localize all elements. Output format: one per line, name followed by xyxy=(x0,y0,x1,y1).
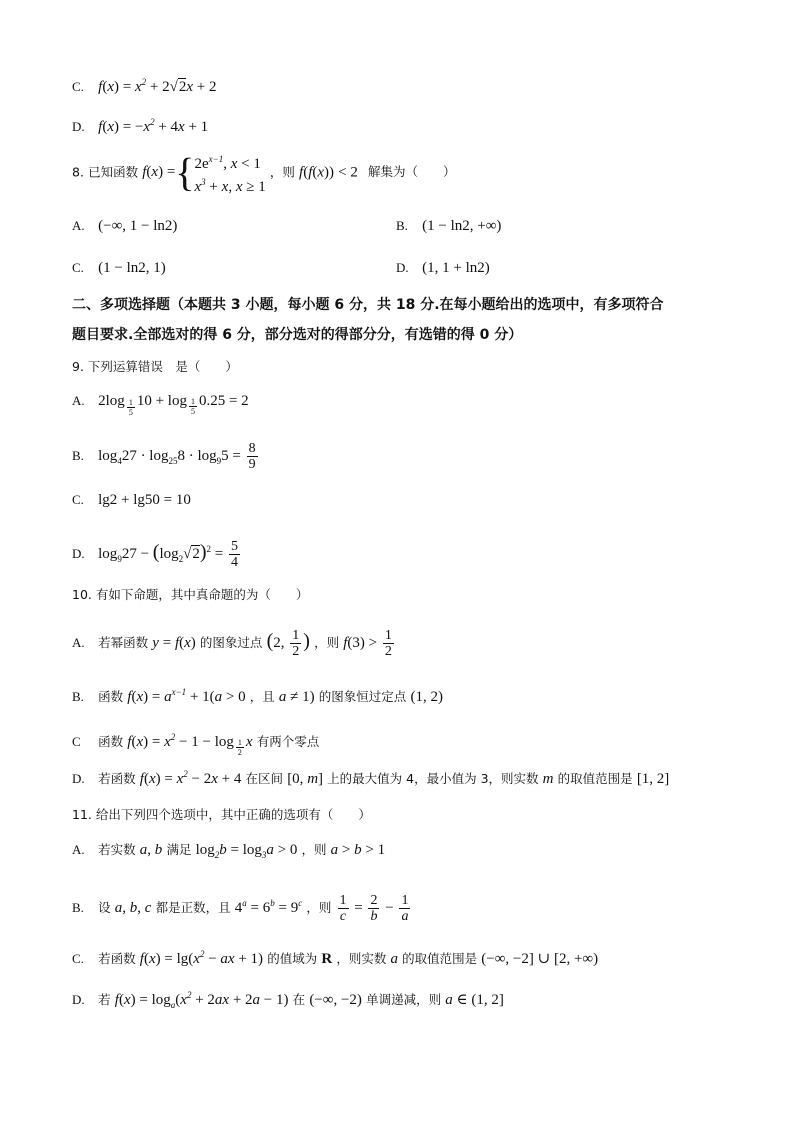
q9-stem: 9. 下列运算错误 是（ ） xyxy=(72,359,238,374)
q8-option-d: D. (1, 1 + ln2) xyxy=(396,260,490,276)
q9-option-d-formula: $\log_927 - (\log_2√2)^2$ = $\frac{5}{4}$ xyxy=(98,539,238,571)
section-heading-line1: 二、多项选择题（本题共 3 小题，每小题 6 分，共 18 分.在每小题给出的选项中，有多项符合 xyxy=(72,297,664,313)
section-heading-line2: 题目要求.全部选对的得 6 分，部分选对的得部分分，有选错的得 0 分） xyxy=(72,327,523,343)
q9-option-b-formula: $\log_427 \cdot \log_{25}8 \cdot \log_95$ = $\frac{8}{9}$ xyxy=(98,441,256,473)
q8-option-b: B. (1 − ln2, +∞) xyxy=(396,218,502,234)
q7-option-d: D. $f(x) = -x^2 + 4x + 1$ xyxy=(72,117,209,135)
q8-option-c: C. (1 − ln2, 1) xyxy=(72,260,166,276)
q9-option-a-formula: 2log $_{\frac{1}{5}}$ 10 + log $_{\frac{1}{5}}$ 0.25 = 2 xyxy=(98,393,249,417)
q9-option-b: B. $\log_427 \cdot \log_{25}8 \cdot \log_95$ = $\frac{8}{9}$ xyxy=(72,437,260,480)
q7-option-c-formula: $f(x) = x^2 + 2√2x + 2$ xyxy=(98,77,217,95)
q8-function-def: $f(x) =\{2e^{x-1}$, x < 1 $x^3 + x$, x ≥ 1 xyxy=(142,150,266,195)
q8-stem: 8. 已知函数 $f(x) =\{2e^{x-1}$, x < 1 $x^3 + x$, x ≥ 1 ，则 f(f(x)) < 2 解集为（ ） xyxy=(72,150,456,195)
q10-option-d: D. 若函数 $f(x) = x^2 - 2x + 4$ 在区间 [0, m] 上的最大值为 4，最小值为 3，则实数 m 的取值范围是 [1, 2] xyxy=(72,769,670,787)
q10-option-a: A. 若幂函数 y = f(x) 的图象过点 (2, $\frac{1}{2}$ ) ，则 f(3) > $\frac{1}{2}$ xyxy=(72,628,392,660)
q11-stem: 11. 给出下列四个选项中，其中正确的选项有（ ） xyxy=(72,807,371,822)
q11-option-a: A. 若实数 a, b 满足 $\log_2b = \log_3a > 0$ ，则 a > b > 1 xyxy=(72,842,386,860)
q10-stem: 10. 有如下命题，其中真命题的为（ ） xyxy=(72,587,309,602)
q9-option-a: A. 2log $_{\frac{1}{5}}$ 10 + log $_{\frac{1}{5}}$ 0.25 = 2 xyxy=(72,393,249,417)
q10-option-c: C 函数 $f(x) = x^2 - 1 - \log$ $_{\frac{1}{2}}$ x 有两个零点 xyxy=(72,732,320,758)
q7-option-d-formula: $f(x) = -x^2 + 4x + 1$ xyxy=(98,117,209,135)
q8-composite: f(f(x)) xyxy=(299,164,335,181)
q8-option-a: A. (−∞, 1 − ln2) xyxy=(72,218,178,234)
q7-option-c: C. $f(x) = x^2 + 2√2x + 2$ xyxy=(72,77,217,95)
q11-option-b: B. 设 a, b, c 都是正数，且 $4^a = 6^b = 9^c$ ，则 $\frac{1}{c}$ = $\frac{2}{b}$ − $\frac{1}{a}$ xyxy=(72,893,409,925)
q11-option-c: C. 若函数 $f(x) = \lg(x^2$ − ax + 1) 的值域为 R ，则实数 a 的取值范围是 (−∞, −2] ∪ [2, +∞) xyxy=(72,949,599,967)
q9-option-c: C. lg2 + lg50 = 10 xyxy=(72,492,191,508)
q10-option-b: B. 函数 $f(x) = a^{x-1} + 1(a > 0$ ，且 a ≠ 1) 的图象恒过定点 (1, 2) xyxy=(72,687,443,705)
q11-option-d: D. 若 $f(x) = \log_a(x^2 + 2ax + 2a - 1)$ 在 (−∞, −2) 单调递减，则 a ∈ (1, 2] xyxy=(72,990,504,1010)
q9-option-d: D. $\log_927 - (\log_2√2)^2$ = $\frac{5}{4}$ xyxy=(72,530,242,578)
